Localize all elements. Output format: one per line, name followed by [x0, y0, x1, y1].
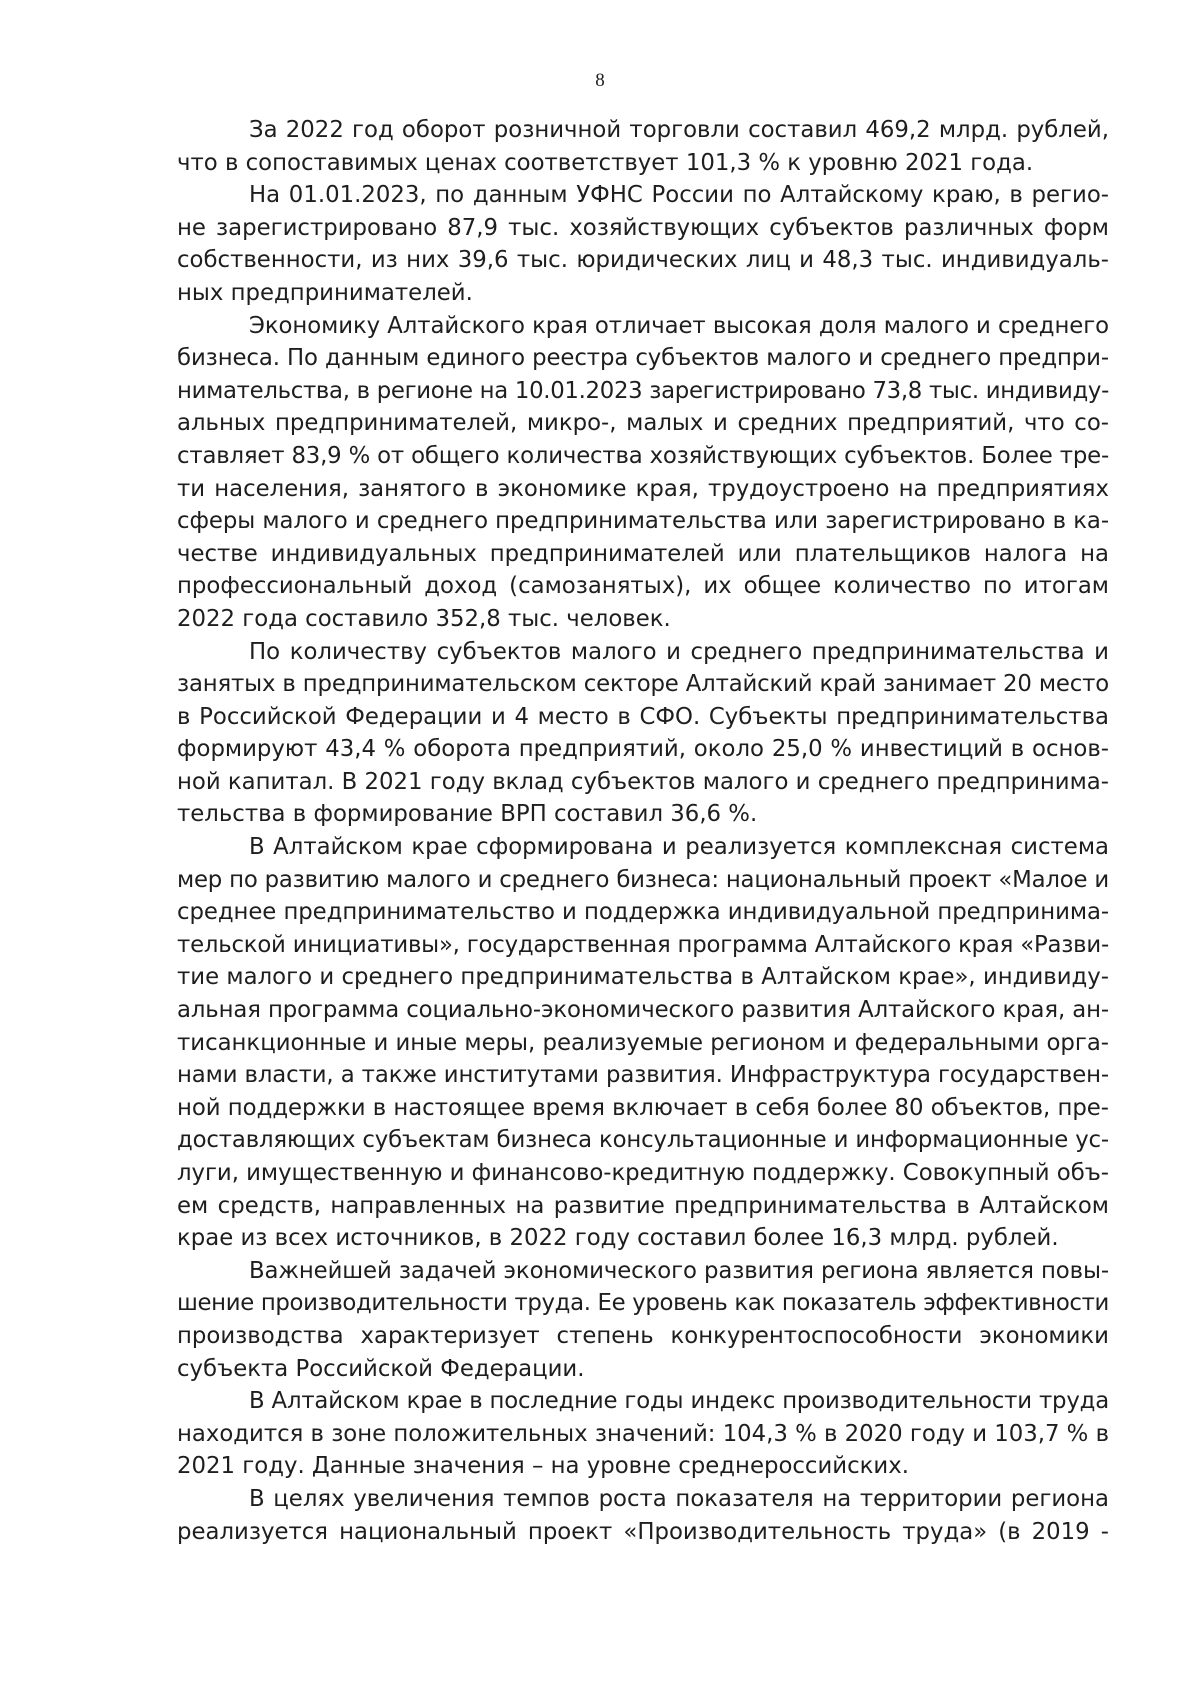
text-line: луги, имущественную и финансово-кредитную поддержку. Совокупный объ-	[177, 1160, 1109, 1186]
text-line: ем средств, направленных на развитие предпринимательства в Алтайском	[177, 1192, 1109, 1219]
text-line: В Алтайском крае сформирована и реализуется комплексная система	[249, 834, 1109, 861]
page-number: 8	[595, 70, 605, 91]
text-line: бизнеса. По данным единого реестра субъектов малого и среднего предпри-	[177, 345, 1109, 372]
text-line: шение производительности труда. Ее уровень как показатель эффективности	[177, 1290, 1109, 1317]
text-line: 2021 году. Данные значения – на уровне среднероссийских.	[177, 1453, 909, 1480]
text-line: нами власти, а также институтами развития. Инфраструктура государствен-	[177, 1062, 1109, 1089]
text-line: ной поддержки в настоящее время включает в себя более 80 объектов, пре-	[177, 1094, 1109, 1121]
paragraph	[177, 179, 1109, 309]
text-line: формируют 43,4 % оборота предприятий, около 25,0 % инвестиций в основ-	[177, 736, 1109, 763]
text-line: ти населения, занятого в экономике края, трудоустроено на предприятиях	[177, 475, 1109, 502]
text-line: ных предпринимателей.	[177, 279, 473, 306]
text-line: профессиональный доход (самозанятых), их общее количество по итогам	[177, 573, 1109, 600]
text-line: Экономику Алтайского края отличает высокая доля малого и среднего	[249, 312, 1109, 339]
text-line: честве индивидуальных предпринимателей или плательщиков налога на	[177, 540, 1109, 567]
text-line: тие малого и среднего предпринимательства в Алтайском крае», индивиду-	[177, 964, 1109, 991]
text-line: мер по развитию малого и среднего бизнеса: национальный проект «Малое и	[177, 866, 1109, 893]
text-line: сферы малого и среднего предпринимательства или зарегистрировано в ка-	[177, 508, 1109, 535]
text-line: Важнейшей задачей экономического развития региона является повы-	[249, 1257, 1109, 1284]
text-line: находится в зоне положительных значений: 104,3 % в 2020 году и 103,7 % в	[177, 1420, 1109, 1447]
text-line: тельства в формирование ВРП составил 36,6 %.	[177, 801, 758, 828]
text-line: занятых в предпринимательском секторе Алтайский край занимает 20 место	[177, 671, 1109, 698]
text-line: не зарегистрировано 87,9 тыс. хозяйствующих субъектов различных форм	[177, 214, 1109, 241]
text-line: среднее предпринимательство и поддержка индивидуальной предпринима-	[177, 899, 1109, 926]
text-line: собственности, из них 39,6 тыс. юридических лиц и 48,3 тыс. индивидуаль-	[177, 247, 1109, 274]
text-line: альных предпринимателей, микро-, малых и средних предприятий, что со-	[177, 410, 1109, 437]
text-line: субъекта Российской Федерации.	[177, 1355, 585, 1382]
paragraph	[177, 636, 1109, 832]
text-line: 2022 года составило 352,8 тыс. человек.	[177, 605, 671, 632]
text-line: тельской инициативы», государственная программа Алтайского края «Разви-	[177, 931, 1109, 958]
text-line: По количеству субъектов малого и среднего предпринимательства и	[249, 638, 1109, 665]
text-line: тисанкционные и иные меры, реализуемые регионом и федеральными орга-	[177, 1029, 1109, 1056]
paragraph	[177, 1255, 1109, 1385]
text-line: ставляет 83,9 % от общего количества хозяйствующих субъектов. Более тре-	[177, 442, 1109, 469]
text-line: производства характеризует степень конкурентоспособности экономики	[177, 1322, 1109, 1349]
text-line: В Алтайском крае в последние годы индекс производительности труда	[249, 1388, 1109, 1415]
paragraph	[177, 310, 1109, 636]
text-line: доставляющих субъектам бизнеса консультационные и информационные ус-	[177, 1127, 1109, 1154]
text-line: в Российской Федерации и 4 место в СФО. Субъекты предпринимательства	[177, 703, 1109, 730]
paragraph	[177, 1483, 1109, 1548]
text-line: крае из всех источников, в 2022 году составил более 16,3 млрд. рублей.	[177, 1225, 1059, 1252]
document-body	[177, 114, 1109, 1548]
text-line: что в сопоставимых ценах соответствует 101,3 % к уровню 2021 года.	[177, 149, 1034, 176]
text-line: альная программа социально-экономического развития Алтайского края, ан-	[177, 997, 1109, 1024]
text-line: На 01.01.2023, по данным УФНС России по Алтайскому краю, в регио-	[249, 182, 1109, 209]
text-line: реализуется национальный проект «Производительность труда» (в 2019 -	[177, 1518, 1109, 1545]
text-line: За 2022 год оборот розничной торговли составил 469,2 млрд. рублей,	[249, 117, 1109, 143]
paragraph	[177, 114, 1109, 179]
text-line: ной капитал. В 2021 году вклад субъектов малого и среднего предпринима-	[177, 768, 1109, 795]
text-line: нимательства, в регионе на 10.01.2023 зарегистрировано 73,8 тыс. индивиду-	[177, 377, 1109, 404]
text-line: В целях увеличения темпов роста показателя на территории региона	[249, 1485, 1109, 1512]
paragraph	[177, 831, 1109, 1255]
paragraph	[177, 1385, 1109, 1483]
